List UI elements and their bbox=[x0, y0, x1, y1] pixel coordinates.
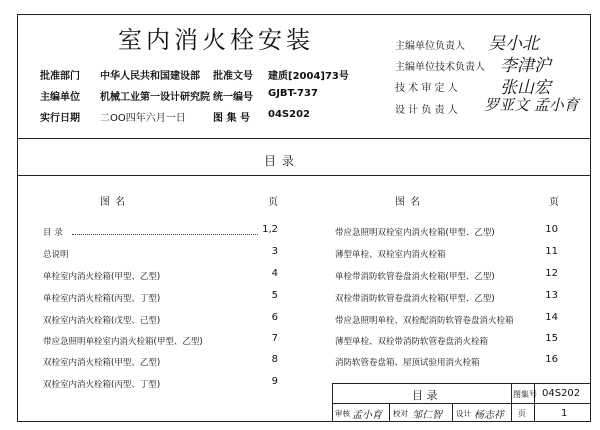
toc-col-name-right: 图 名 bbox=[395, 197, 422, 208]
toc-heading-divider bbox=[17, 175, 591, 176]
toc-row-name: 薄型单栓、双栓室内消火栓箱 bbox=[335, 250, 446, 260]
signature-4: 罗亚文 孟小育 bbox=[484, 96, 579, 114]
responsible-label-4: 设 计 负 责 人 bbox=[395, 105, 458, 116]
title-block-atlas-label: 图集号 bbox=[513, 390, 537, 399]
effective-date-label: 实行日期 bbox=[40, 113, 80, 124]
toc-row-name: 薄型单栓、双栓带消防软管卷盘消火栓箱 bbox=[335, 337, 489, 347]
review-signature: 孟小育 bbox=[352, 410, 382, 421]
toc-row-name: 带应急照明单栓室内消火栓箱(甲型、乙型) bbox=[43, 337, 203, 347]
signature-3: 张山宏 bbox=[500, 78, 551, 98]
toc-row-name: 双栓室内消火栓箱(丙型、丁型) bbox=[43, 380, 161, 390]
toc-row-page: 9 bbox=[271, 376, 278, 387]
atlas-no-label: 图 集 号 bbox=[213, 113, 250, 124]
toc-row-page: 15 bbox=[545, 333, 558, 344]
design-signature: 杨志祥 bbox=[474, 410, 504, 421]
toc-row-page: 10 bbox=[545, 224, 558, 235]
page-value: 1 bbox=[561, 408, 568, 419]
toc-col-page-right: 页 bbox=[549, 197, 560, 208]
toc-row-page: 11 bbox=[545, 246, 558, 257]
approval-dept-value: 中华人民共和国建设部 bbox=[100, 71, 200, 82]
responsible-label-2: 主编单位技术负责人 bbox=[395, 62, 485, 73]
toc-col-page-left: 页 bbox=[268, 197, 279, 208]
toc-row-name: 带应急照明单栓、双栓配消防软管卷盘消火栓箱 bbox=[335, 316, 514, 326]
toc-row-page: 4 bbox=[271, 268, 278, 279]
toc-col-name-left: 图 名 bbox=[100, 197, 127, 208]
toc-row-name: 双栓带消防软管卷盘消火栓箱(甲型、乙型) bbox=[335, 294, 495, 304]
page-label: 页 bbox=[518, 409, 526, 418]
check-signature: 邹仁智 bbox=[412, 410, 442, 421]
chief-unit-label: 主编单位 bbox=[40, 92, 80, 103]
design-label: 设计 bbox=[456, 409, 471, 418]
toc-row-page: 1,2 bbox=[262, 224, 278, 235]
toc-row-name: 目 录 bbox=[43, 228, 63, 238]
toc-heading: 目 录 bbox=[264, 154, 295, 168]
toc-row-name: 消防软管卷盘箱、屋顶试验用消火栓箱 bbox=[335, 358, 480, 368]
toc-row-page: 5 bbox=[271, 290, 278, 301]
title-block-atlas-value: 04S202 bbox=[542, 388, 581, 399]
signature-1: 吴小北 bbox=[488, 34, 539, 54]
review-label: 审核 bbox=[335, 409, 350, 418]
sheet-title: 室内消火栓安装 bbox=[118, 26, 314, 54]
toc-row-name: 单栓室内消火栓箱(丙型、丁型) bbox=[43, 294, 161, 304]
check-label: 校对 bbox=[393, 409, 408, 418]
toc-row-page: 8 bbox=[271, 354, 278, 365]
toc-leader bbox=[72, 234, 258, 235]
signature-2: 李津沪 bbox=[500, 56, 551, 76]
toc-row-name: 双栓室内消火栓箱(戊型、己型) bbox=[43, 316, 161, 326]
toc-row-page: 6 bbox=[271, 312, 278, 323]
toc-row-name: 单栓带消防软管卷盘消火栓箱(甲型、乙型) bbox=[335, 272, 495, 282]
atlas-no-value: 04S202 bbox=[268, 109, 310, 120]
responsible-label-1: 主编单位负责人 bbox=[395, 41, 465, 52]
toc-row-page: 7 bbox=[271, 333, 278, 344]
approval-doc-label: 批准文号 bbox=[213, 71, 253, 82]
toc-row-page: 14 bbox=[545, 312, 558, 323]
toc-row-page: 16 bbox=[545, 354, 558, 365]
toc-row-name: 带应急照明双栓室内消火栓箱(甲型、乙型) bbox=[335, 228, 495, 238]
toc-row-page: 3 bbox=[271, 246, 278, 257]
chief-unit-value: 机械工业第一设计研究院 bbox=[100, 92, 210, 103]
toc-row-page: 12 bbox=[545, 268, 558, 279]
title-block-name: 目 录 bbox=[412, 389, 438, 402]
toc-row-name: 总说明 bbox=[43, 250, 69, 260]
unified-no-label: 统一编号 bbox=[213, 92, 253, 103]
effective-date-value: 二OO四年六月一日 bbox=[100, 113, 186, 124]
unified-no-value: GJBT-737 bbox=[268, 88, 318, 99]
toc-row-page: 13 bbox=[545, 290, 558, 301]
toc-row-name: 单栓室内消火栓箱(甲型、乙型) bbox=[43, 272, 161, 282]
header-divider bbox=[17, 138, 591, 139]
responsible-label-3: 技 术 审 定 人 bbox=[395, 83, 458, 94]
toc-row-name: 双栓室内消火栓箱(甲型、乙型) bbox=[43, 358, 161, 368]
approval-doc-value: 建质[2004]73号 bbox=[268, 71, 349, 82]
approval-dept-label: 批准部门 bbox=[40, 71, 80, 82]
